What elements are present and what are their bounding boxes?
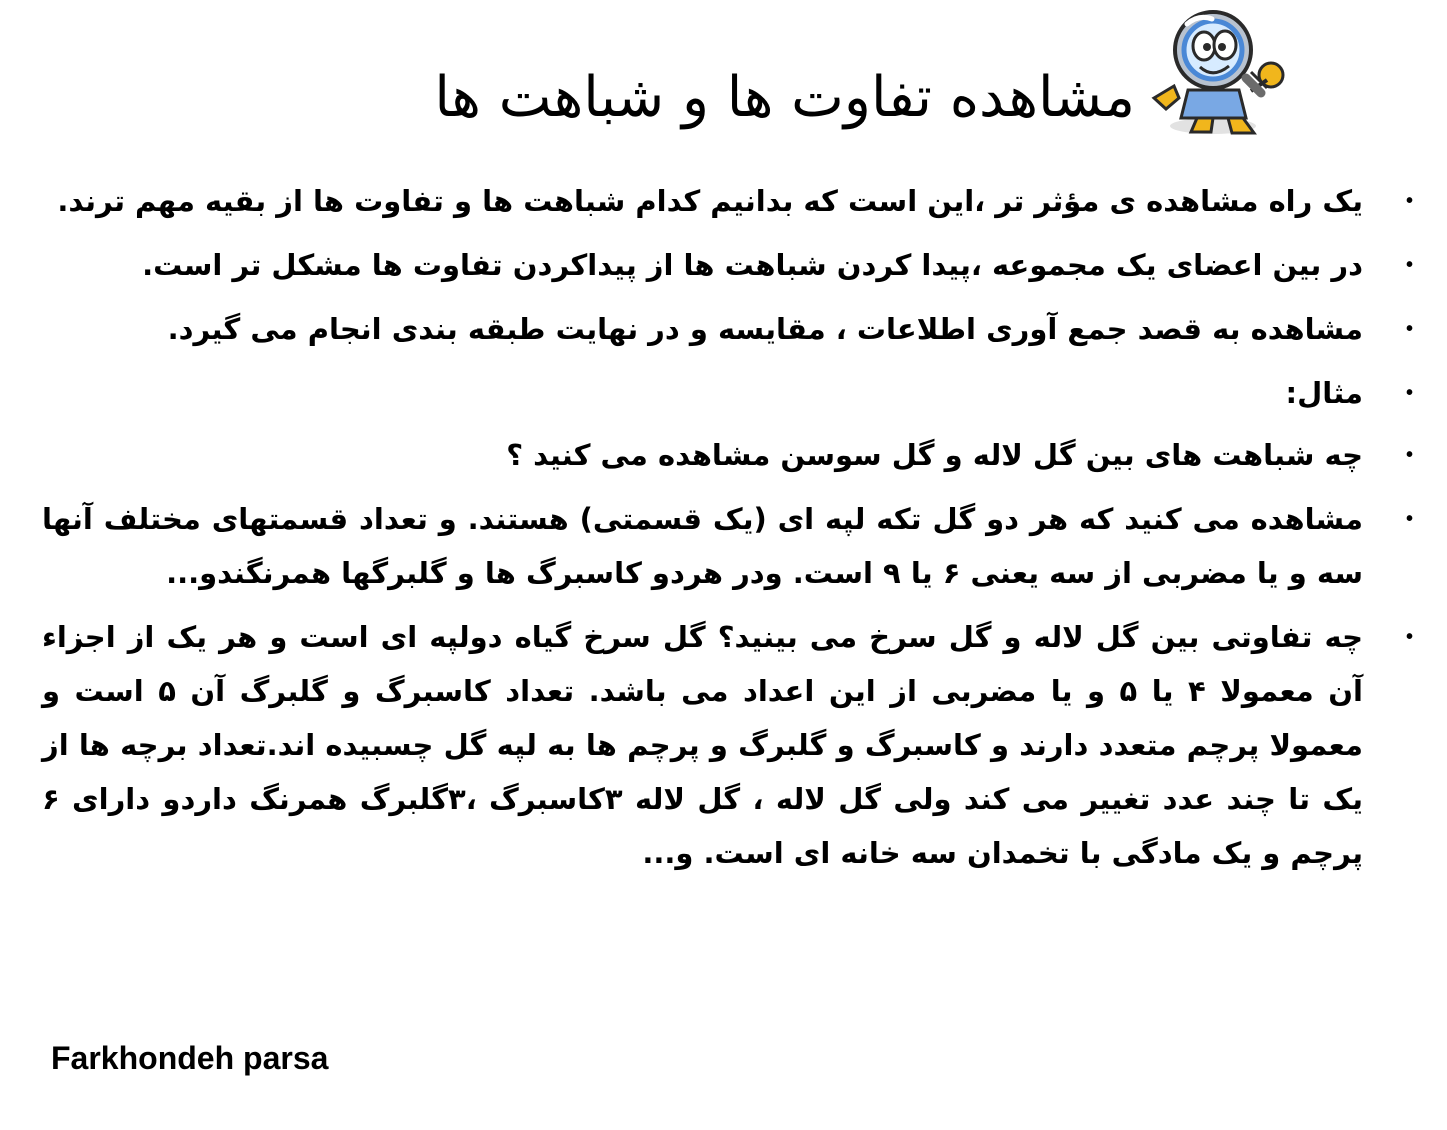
bullet-item-effective-observation: • یک راه مشاهده ی مؤثر تر ،این است که بدانیم کدام شباهت ها و تفاوت ها از بقیه مهم ترند. — [42, 174, 1423, 228]
bullet-item-observation-purpose: • مشاهده به قصد جمع آوری اطلاعات ، مقایسه و در نهایت طبقه بندی انجام می گیرد. — [42, 302, 1423, 356]
bullet-item-similarities-difficulty: • در بین اعضای یک مجموعه ،پیدا کردن شباهت ها از پیداکردن تفاوت ها مشکل تر است. — [42, 238, 1423, 292]
bullet-item-similarity-answer: • مشاهده می کنید که هر دو گل تکه لپه ای (یک قسمتی) هستند. و تعداد قسمتهای مختلف آنها سه و یا مضربی از سه یعنی ۶ یا ۹ است. ودر هردو کاسبرگ ها و گلبرگها همرنگندو... — [42, 492, 1423, 600]
page-title: مشاهده تفاوت ها و شباهت ها — [434, 65, 1135, 130]
bullet-item-example-label: • مثال: — [42, 366, 1423, 420]
author-name: Farkhondeh parsa — [51, 1040, 329, 1076]
bullet-item-similarity-question: • چه شباهت های بین گل لاله و گل سوسن مشاهده می کنید ؟ — [42, 428, 1423, 482]
magnifying-glass-mascot-icon — [1143, 2, 1288, 139]
bullet-list — [42, 174, 1423, 890]
bullet-item-difference-answer: • چه تفاوتی بین گل لاله و گل سرخ می بینید؟ گل سرخ گیاه دولپه ای است و هر یک از اجزاء آن معمولا ۴ یا ۵ و یا مضربی از این اعداد می باشد. تعداد کاسبرگ و گلبرگ آن ۵ است و معمولا پرچم متعدد دارند و کاسبرگ و گلبرگ و پرچم ها به لپه گل چسبیده اند.تعداد برچه ها از یک تا چند عدد تغییر می کند ولی گل لاله ، گل لاله ۳کاسبرگ ،۳گلبرگ همرنگ داردو دارای ۶ پرچم و یک مادگی با تخمدان سه خانه ای است. و... — [42, 610, 1423, 880]
